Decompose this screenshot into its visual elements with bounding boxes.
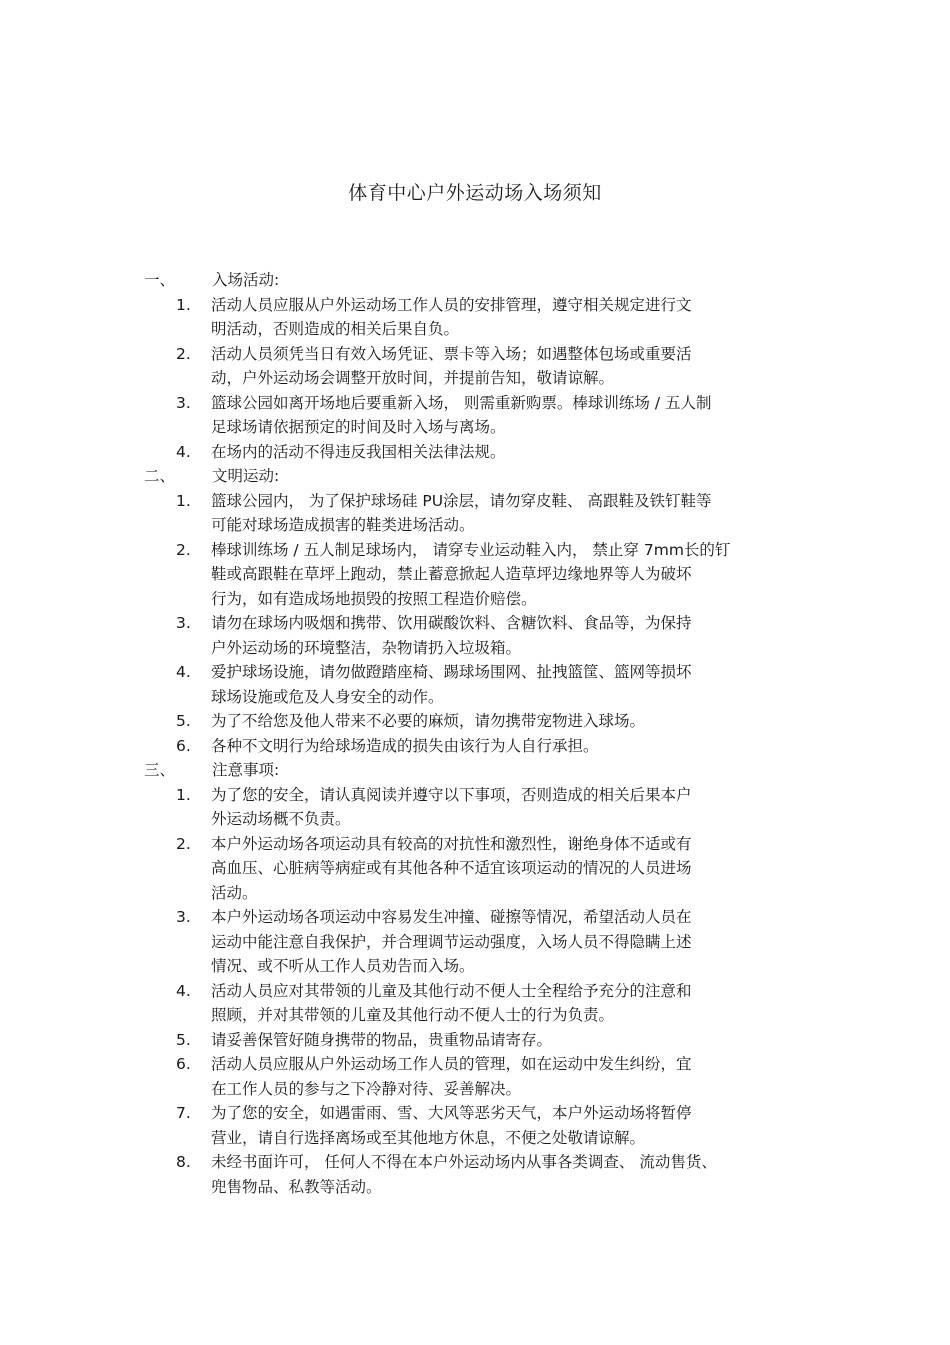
item-text-line: 篮球公园如离开场地后要重新入场， 则需重新购票。棒球训练场 / 五人制 — [211, 393, 712, 412]
item-text-line: 请妥善保管好随身携带的物品，贵重物品请寄存。 — [211, 1030, 553, 1049]
item-number: 4. — [176, 981, 191, 1000]
item-number: 6. — [176, 1055, 191, 1073]
item-number: 1. — [176, 491, 191, 510]
item-text-line: 可能对球场造成损害的鞋类进场活动。 — [211, 516, 475, 534]
item-text-line: 爱护球场设施，请勿做蹬踏座椅、踢球场围网、扯拽篮筐、篮网等损坏 — [211, 663, 692, 681]
section-heading — [0, 758, 950, 783]
item-number: 6. — [176, 736, 191, 755]
list-item — [0, 538, 811, 612]
item-number: 4. — [176, 442, 191, 461]
item-text-line: 外运动场概不负责。 — [211, 810, 351, 828]
item-text-line: 足球场请依据预定的时间及时入场与离场。 — [211, 418, 506, 436]
item-number: 3. — [176, 908, 191, 926]
item-text-line: 鞋或高跟鞋在草坪上跑动，禁止蓄意掀起人造草坪边缘地界等人为破坏 — [211, 565, 692, 583]
item-text-line: 兜售物品、私教等活动。 — [211, 1177, 382, 1196]
section-number: 一、 — [144, 271, 176, 289]
item-text-line: 照顾，并对其带领的儿童及其他行动不便人士的行为负责。 — [211, 1006, 615, 1024]
list-item — [0, 660, 811, 709]
item-text-line: 为了不给您及他人带来不必要的麻烦，请勿携带宠物进入球场。 — [211, 712, 646, 730]
item-text-line: 活动人员应对其带领的儿童及其他行动不便人士全程给予充分的注意和 — [211, 981, 692, 1000]
item-text-line: 运动中能注意自我保护，并合理调节运动强度，入场人员不得隐瞒上述 — [211, 932, 692, 951]
item-text-line: 在场内的活动不得违反我国相关法律法规。 — [211, 442, 506, 461]
item-number: 7. — [176, 1104, 191, 1122]
item-text-line: 户外运动场的环境整洁，杂物请扔入垃圾箱。 — [211, 638, 522, 657]
list-item — [0, 440, 811, 465]
section-number: 三、 — [144, 761, 176, 779]
list-item — [0, 1028, 811, 1053]
list-item — [0, 734, 811, 759]
list-item — [0, 611, 811, 660]
item-text-line: 动，户外运动场会调整开放时间，并提前告知，敬请谅解。 — [211, 369, 615, 387]
item-number: 2. — [176, 540, 191, 559]
list-item — [0, 979, 811, 1028]
list-item — [0, 342, 811, 391]
list-item — [0, 293, 811, 342]
item-text-line: 活动人员须凭当日有效入场凭证、票卡等入场；如遇整体包场或重要活 — [211, 344, 692, 363]
item-number: 8. — [176, 1153, 191, 1171]
item-text-line: 各种不文明行为给球场造成的损失由该行为人自行承担。 — [211, 736, 599, 755]
list-item — [0, 783, 811, 832]
item-text-line: 请勿在球场内吸烟和携带、饮用碳酸饮料、含糖饮料、食品等，为保持 — [211, 614, 692, 632]
section-heading — [0, 268, 950, 293]
list-item — [0, 1101, 811, 1150]
item-text-line: 活动。 — [211, 883, 258, 902]
item-number: 2. — [176, 834, 191, 853]
item-text-line: 行为，如有造成场地损毁的按照工程造价赔偿。 — [211, 589, 537, 608]
item-number: 2. — [176, 344, 191, 363]
list-item — [0, 391, 811, 440]
item-number: 3. — [176, 614, 191, 632]
list-item — [0, 709, 811, 734]
item-text-line: 情况、或不听从工作人员劝告而入场。 — [211, 957, 475, 975]
list-item — [0, 905, 811, 979]
item-text-line: 活动人员应服从户外运动场工作人员的安排管理，遵守相关规定进行文 — [211, 295, 692, 314]
item-text-line: 高血压、心脏病等病症或有其他各种不适宜该项运动的情况的人员进场 — [211, 859, 692, 877]
item-text-line: 明活动，否则造成的相关后果自负。 — [211, 320, 460, 338]
item-text-line: 棒球训练场 / 五人制足球场内， 请穿专业运动鞋入内， 禁止穿 7mm长的钉 — [211, 540, 731, 559]
item-number: 5. — [176, 1030, 191, 1049]
page-title: 体育中心户外运动场入场须知 — [348, 182, 602, 204]
item-text-line: 活动人员应服从户外运动场工作人员的管理，如在运动中发生纠纷，宜 — [211, 1055, 692, 1073]
item-text-line: 球场设施或危及人身安全的动作。 — [211, 687, 444, 706]
section-heading — [0, 464, 950, 489]
item-text-line: 篮球公园内， 为了保护球场硅 PU涂层，请勿穿皮鞋、 高跟鞋及铁钉鞋等 — [211, 491, 712, 510]
section-label: 注意事项: — [212, 761, 280, 779]
item-text-line: 未经书面许可， 任何人不得在本户外运动场内从事各类调查、 流动售货、 — [211, 1153, 717, 1171]
item-number: 1. — [176, 785, 191, 804]
list-item — [0, 489, 811, 538]
item-number: 4. — [176, 663, 191, 681]
item-text-line: 在工作人员的参与之下冷静对待、妥善解决。 — [211, 1079, 522, 1098]
item-number: 5. — [176, 712, 191, 730]
section-number: 二、 — [144, 467, 176, 485]
section-label: 入场活动: — [212, 271, 280, 289]
list-item — [0, 1052, 811, 1101]
item-text-line: 为了您的安全，如遇雷雨、雪、大风等恶劣天气，本户外运动场将暂停 — [211, 1104, 692, 1122]
item-text-line: 本户外运动场各项运动具有较高的对抗性和激烈性，谢绝身体不适或有 — [211, 834, 692, 853]
item-text-line: 为了您的安全，请认真阅读并遵守以下事项，否则造成的相关后果本户 — [211, 785, 692, 804]
item-number: 1. — [176, 295, 191, 314]
list-item — [0, 832, 811, 906]
item-text-line: 本户外运动场各项运动中容易发生冲撞、碰擦等情况，希望活动人员在 — [211, 908, 692, 926]
item-number: 3. — [176, 393, 191, 412]
document-body — [0, 268, 950, 1199]
item-text-line: 营业，请自行选择离场或至其他地方休息，不便之处敬请谅解。 — [211, 1128, 646, 1147]
section-label: 文明运动: — [212, 467, 280, 485]
list-item — [0, 1150, 811, 1199]
